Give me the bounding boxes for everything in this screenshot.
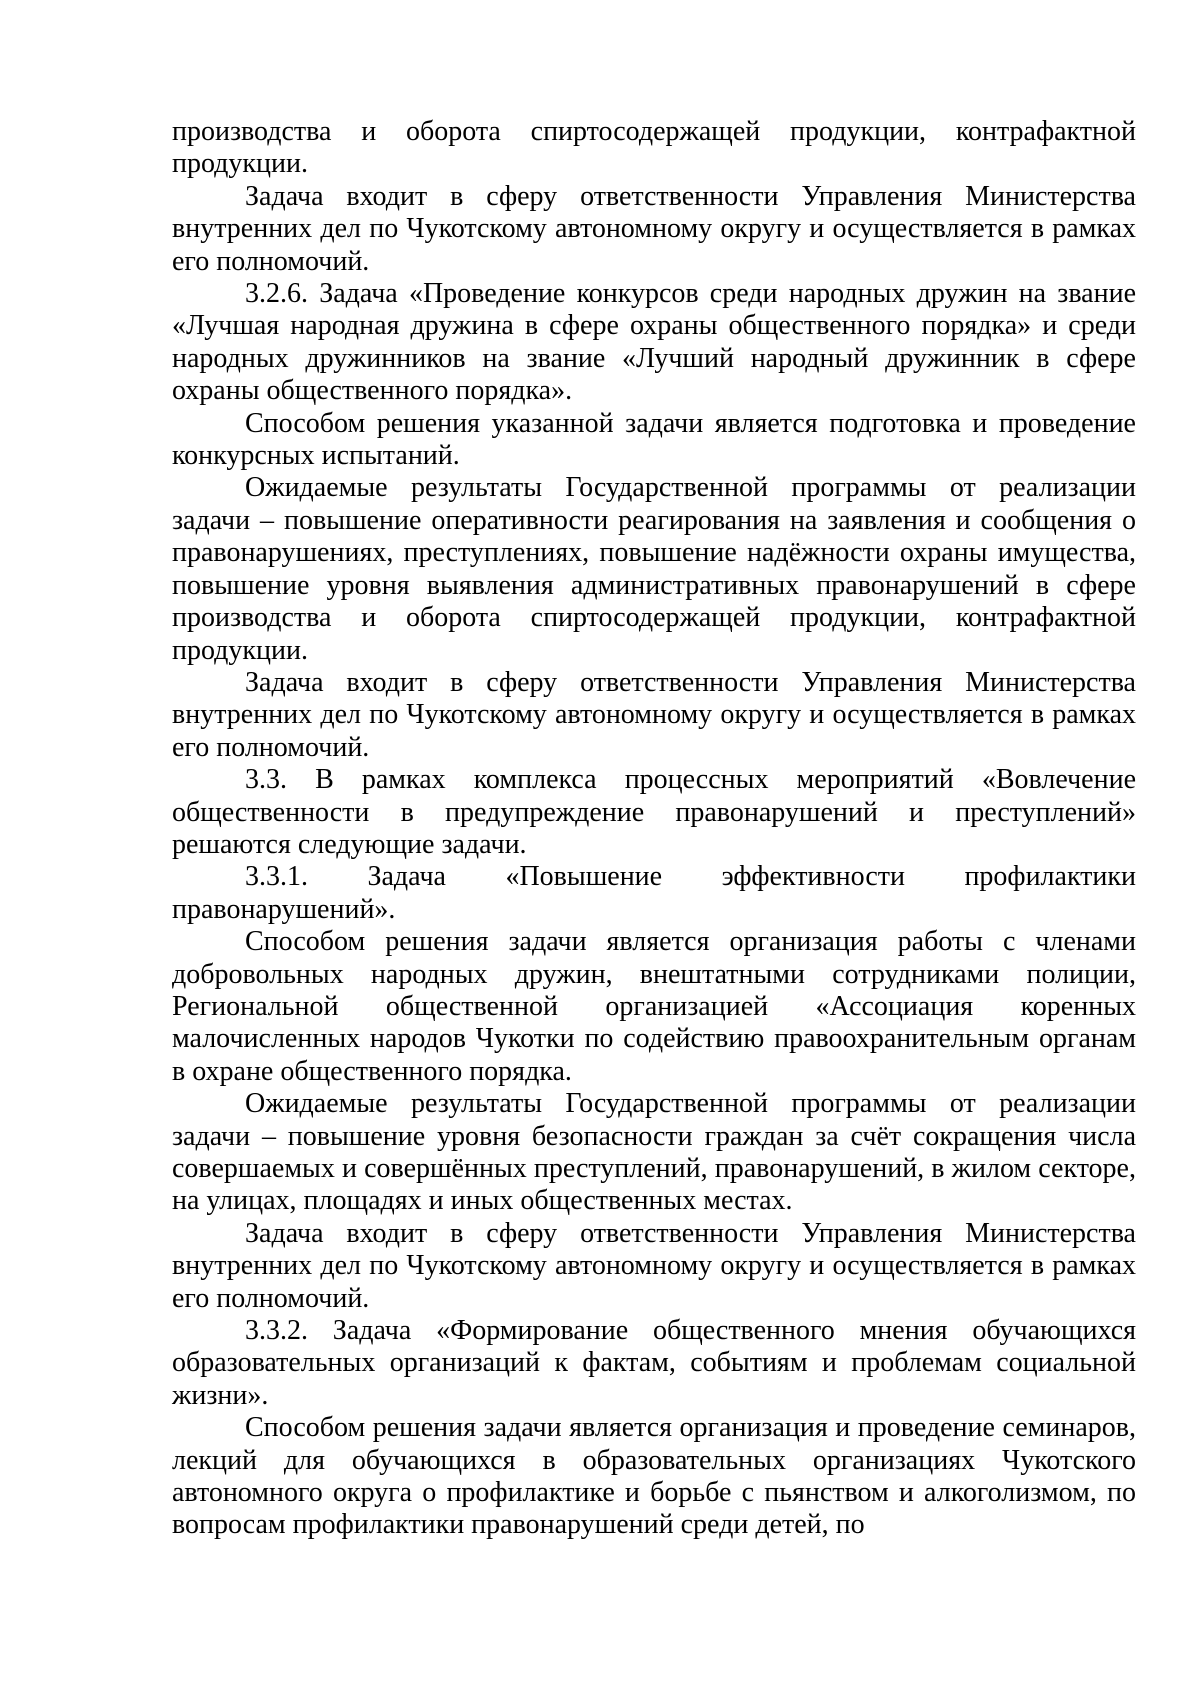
- paragraph-section-3-2-6: 3.2.6. Задача «Проведение конкурсов среди народных дружин на звание «Лучшая народная дружина в сфере охраны общественного порядка» и среди народных дружинников на звание «Лучший народный дружинник в сфере охраны общественного порядка».: [172, 278, 1136, 407]
- paragraph: Ожидаемые результаты Государственной программы от реализации задачи – повышение оперативности реагирования на заявления и сообщения о правонарушениях, преступлениях, повышение надёжности охраны имущества, повышение уровня выявления административных правонарушений в сфере производства и оборота спиртосодержащей продукции, контрафактной продукции.: [172, 472, 1136, 666]
- paragraph-section-3-3-2: 3.3.2. Задача «Формирование общественного мнения обучающихся образовательных организаций к фактам, событиям и проблемам социальной жизни».: [172, 1315, 1136, 1411]
- paragraph: Способом решения указанной задачи является подготовка и проведение конкурсных испытаний.: [172, 407, 1136, 472]
- paragraph: Ожидаемые результаты Государственной программы от реализации задачи – повышение уровня безопасности граждан за счёт сокращения числа совершаемых и совершённых преступлений, правонарушений, в жилом секторе, на улицах, площадях и иных общественных местах.: [172, 1088, 1136, 1217]
- paragraph-continuation: производства и оборота спиртосодержащей продукции, контрафактной продукции.: [172, 116, 1136, 180]
- paragraph-section-3-3-1: 3.3.1. Задача «Повышение эффективности профилактики правонарушений».: [172, 861, 1136, 925]
- paragraph: Задача входит в сферу ответственности Управления Министерства внутренних дел по Чукотскому автономному округу и осуществляется в рамках его полномочий.: [172, 666, 1136, 763]
- paragraph: Задача входит в сферу ответственности Управления Министерства внутренних дел по Чукотскому автономному округу и осуществляется в рамках его полномочий.: [172, 180, 1136, 277]
- document-page: [172, 116, 1136, 1542]
- paragraph: Задача входит в сферу ответственности Управления Министерства внутренних дел по Чукотскому автономному округу и осуществляется в рамках его полномочий.: [172, 1217, 1136, 1314]
- paragraph: Способом решения задачи является организация и проведение семинаров, лекций для обучающихся в образовательных организациях Чукотского автономного округа о профилактике и борьбе с пьянством и алкоголизмом, по вопросам профилактики правонарушений среди детей, по: [172, 1412, 1136, 1541]
- paragraph-section-3-3: 3.3. В рамках комплекса процессных мероприятий «Вовлечение общественности в предупреждение правонарушений и преступлений» решаются следующие задачи.: [172, 764, 1136, 860]
- paragraph: Способом решения задачи является организация работы с членами добровольных народных дружин, внештатными сотрудниками полиции, Региональной общественной организацией «Ассоциация коренных малочисленных народов Чукотки по содействию правоохранительным органам в охране общественного порядка.: [172, 926, 1136, 1087]
